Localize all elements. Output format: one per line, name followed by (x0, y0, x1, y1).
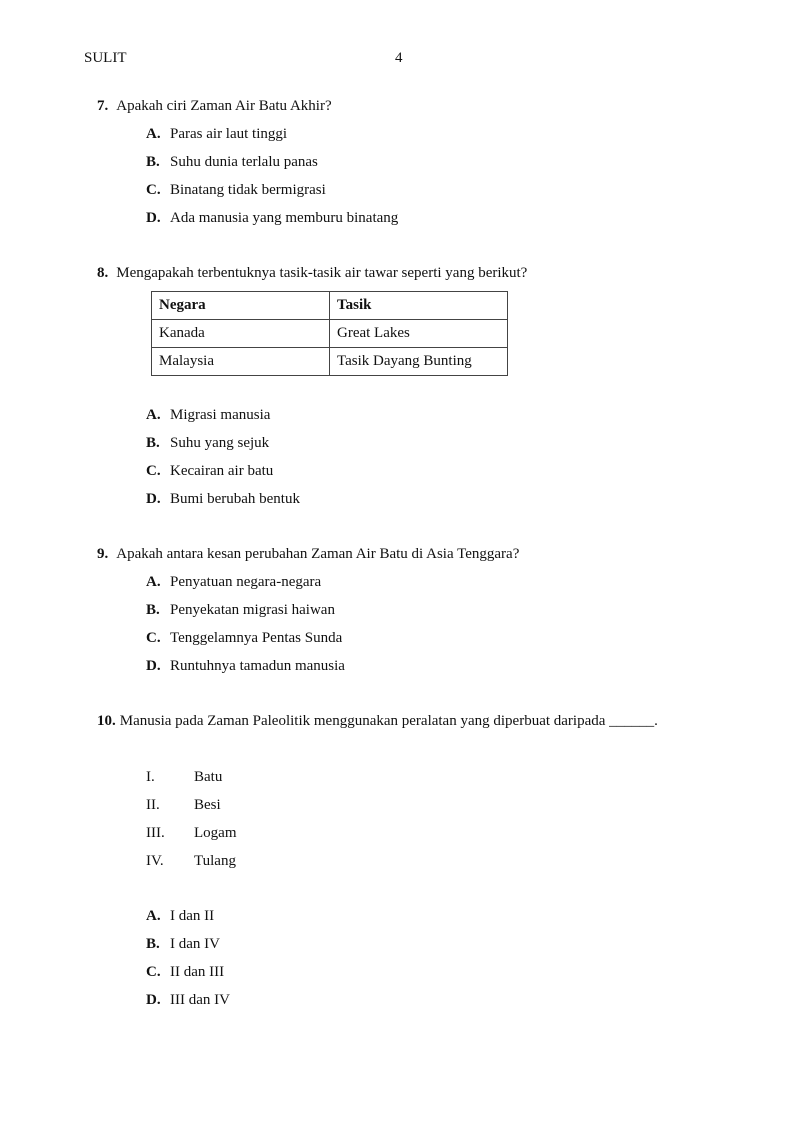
option-c: C. Binatang tidak bermigrasi (146, 182, 326, 198)
table-cell: Kanada (152, 320, 330, 348)
question-number: 7. (97, 98, 109, 114)
question-number: 8. (97, 265, 109, 281)
question-7 (97, 97, 332, 115)
option-c: C. Tenggelamnya Pentas Sunda (146, 630, 343, 646)
option-b: B. Penyekatan migrasi haiwan (146, 602, 335, 618)
question-text: Apakah antara kesan perubahan Zaman Air Batu di Asia Tenggara? (116, 546, 520, 562)
table-header-row (152, 292, 508, 320)
statement-ii: II. Besi (146, 797, 221, 813)
question-number: 9. (97, 546, 109, 562)
statement-iv: IV. Tulang (146, 853, 236, 869)
option-c: C. Kecairan air batu (146, 463, 274, 479)
question-10 (97, 712, 658, 730)
table-cell: Malaysia (152, 348, 330, 376)
lakes-table (151, 291, 508, 376)
option-c: C. II dan III (146, 964, 225, 980)
option-a: A. Penyatuan negara-negara (146, 574, 322, 590)
question-text: Apakah ciri Zaman Air Batu Akhir? (116, 98, 332, 114)
option-d: D. Ada manusia yang memburu binatang (146, 210, 399, 226)
option-b: B. Suhu dunia terlalu panas (146, 154, 318, 170)
statement-iii: III. Logam (146, 825, 237, 841)
question-9 (97, 545, 519, 563)
table-cell: Tasik Dayang Bunting (330, 348, 508, 376)
page-number: 4 (395, 50, 403, 66)
table-row (152, 348, 508, 376)
option-d: D. Runtuhnya tamadun manusia (146, 658, 345, 674)
option-a: A. Paras air laut tinggi (146, 126, 288, 142)
option-b: B. I dan IV (146, 936, 220, 952)
option-d: D. Bumi berubah bentuk (146, 491, 300, 507)
question-text: Mengapakah terbentuknya tasik-tasik air tawar seperti yang berikut? (116, 265, 528, 281)
table-header: Tasik (330, 292, 508, 320)
header-label: SULIT (84, 50, 127, 66)
option-a: A. I dan II (146, 908, 215, 924)
question-number: 10. (97, 713, 116, 729)
table-header: Negara (152, 292, 330, 320)
option-b: B. Suhu yang sejuk (146, 435, 270, 451)
option-a: A. Migrasi manusia (146, 407, 271, 423)
option-d: D. III dan IV (146, 992, 230, 1008)
question-text: Manusia pada Zaman Paleolitik menggunakan peralatan yang diperbuat daripada ______. (119, 713, 658, 729)
statement-i: I. Batu (146, 769, 223, 785)
table-cell: Great Lakes (330, 320, 508, 348)
table-row (152, 320, 508, 348)
question-8 (97, 264, 527, 282)
